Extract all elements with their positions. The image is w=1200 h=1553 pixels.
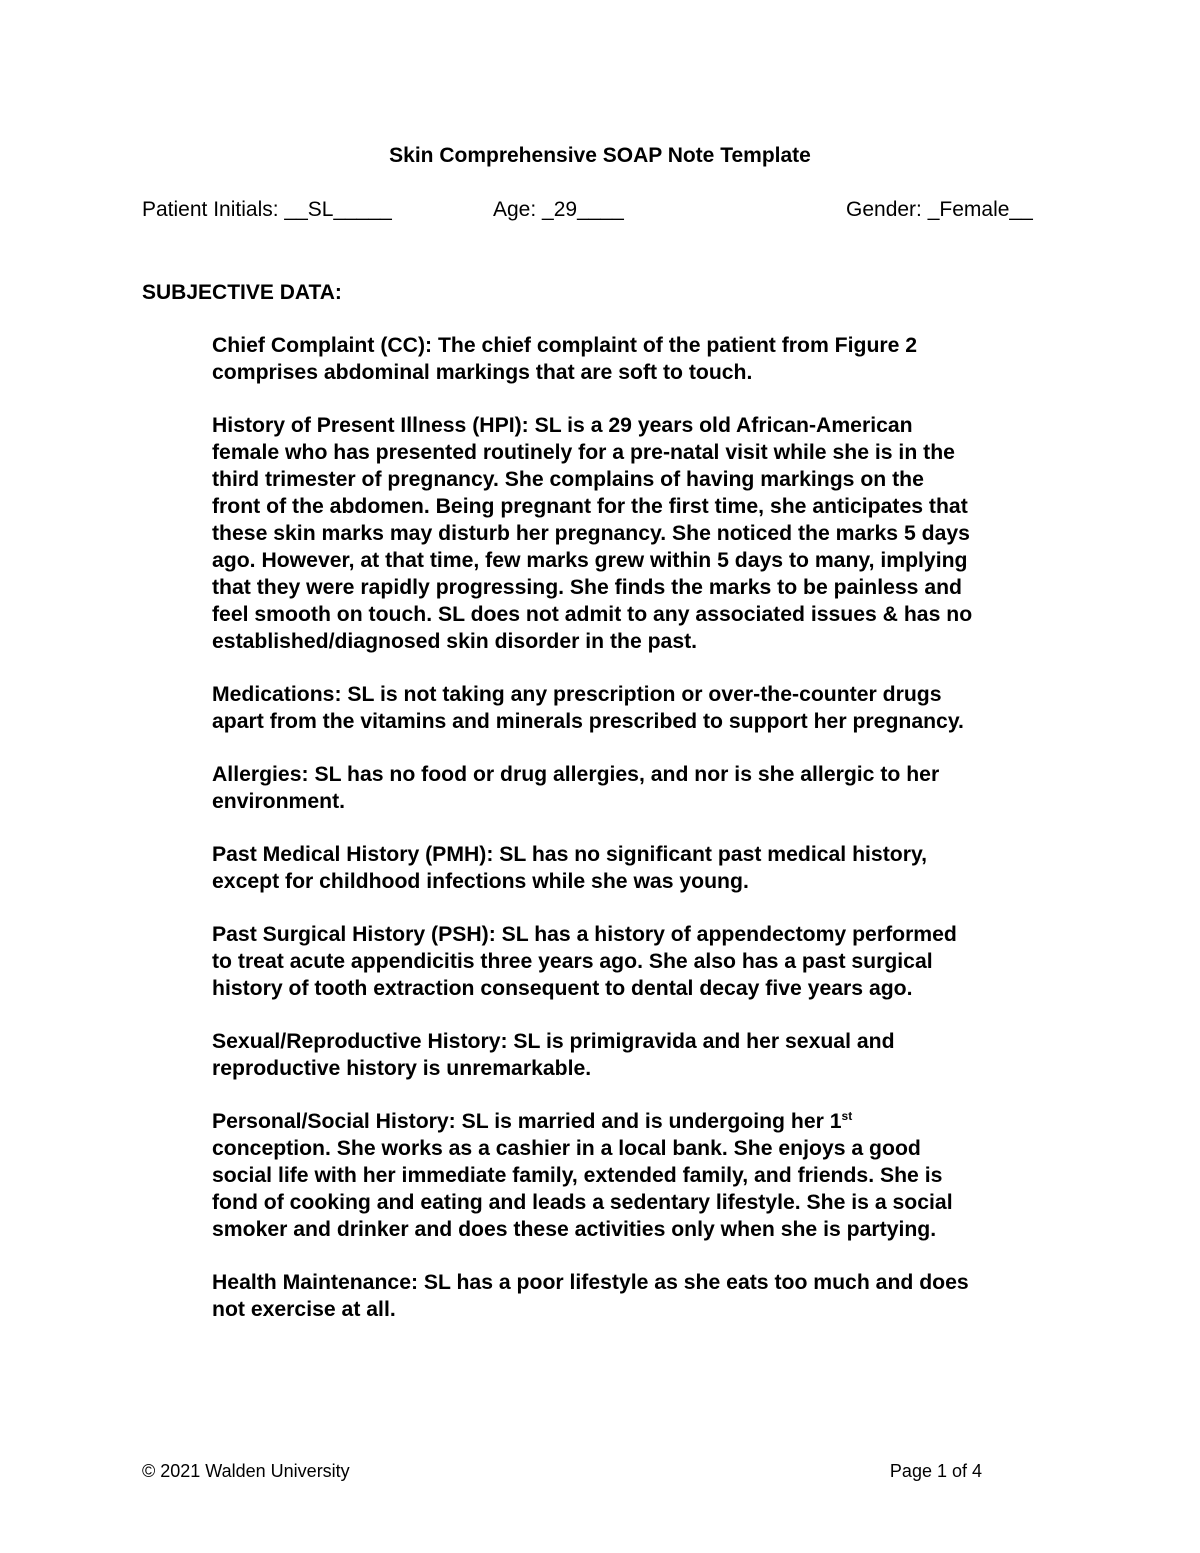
text-line: not exercise at all. [212, 1298, 396, 1321]
paragraph-medications [212, 681, 1062, 735]
text-line: feel smooth on touch. SL does not admit to any associated issues & has no [212, 603, 973, 626]
text-line: environment. [212, 790, 346, 813]
text-line: that they were rapidly progressing. She finds the marks to be painless and [212, 576, 962, 599]
paragraph-chief-complaint [212, 332, 1062, 386]
text-line: front of the abdomen. Being pregnant for the first time, she anticipates that [212, 495, 968, 518]
text-line: History of Present Illness (HPI): SL is a 29 years old African-American [212, 414, 913, 437]
text-line: Chief Complaint (CC): The chief complaint of the patient from Figure 2 [212, 334, 918, 357]
patient-age: Age: _29____ [493, 198, 624, 221]
text-line: conception. She works as a cashier in a local bank. She enjoys a good [212, 1137, 921, 1160]
text-line: Sexual/Reproductive History: SL is primigravida and her sexual and [212, 1030, 895, 1053]
patient-gender: Gender: _Female__ [846, 198, 1033, 221]
paragraph-allergies [212, 761, 1062, 815]
paragraph-personal-social [212, 1108, 1062, 1243]
text-line: female who has presented routinely for a pre-natal visit while she is in the [212, 441, 955, 464]
text-line: third trimester of pregnancy. She complains of having markings on the [212, 468, 924, 491]
text-line: Health Maintenance: SL has a poor lifestyle as she eats too much and does [212, 1271, 969, 1294]
text-line: to treat acute appendicitis three years ago. She also has a past surgical [212, 950, 933, 973]
text-line: Allergies: SL has no food or drug allergies, and nor is she allergic to her [212, 763, 940, 786]
text-line: Past Medical History (PMH): SL has no significant past medical history, [212, 843, 928, 866]
text-line: these skin marks may disturb her pregnancy. She noticed the marks 5 days [212, 522, 970, 545]
paragraph-pmh [212, 841, 1062, 895]
footer-page-number: Page 1 of 4 [889, 1461, 982, 1481]
text-line: smoker and drinker and does these activities only when she is partying. [212, 1218, 937, 1241]
patient-info-row [142, 196, 1058, 226]
social-first-line: Personal/Social History: SL is married and is undergoing her 1 [212, 1110, 842, 1133]
paragraph-health-maintenance [212, 1269, 1062, 1323]
text-line: fond of cooking and eating and leads a sedentary lifestyle. She is a social [212, 1191, 953, 1214]
text-line: Past Surgical History (PSH): SL has a history of appendectomy performed [212, 923, 957, 946]
text-line: apart from the vitamins and minerals prescribed to support her pregnancy. [212, 710, 964, 733]
paragraph-sexual-reproductive [212, 1028, 1062, 1082]
text-line: comprises abdominal markings that are soft to touch. [212, 361, 753, 384]
page-title: Skin Comprehensive SOAP Note Template [389, 144, 811, 167]
footer-copyright: © 2021 Walden University [142, 1461, 350, 1481]
subjective-body [212, 332, 1062, 1349]
text-line: reproductive history is unremarkable. [212, 1057, 592, 1080]
text-line: except for childhood infections while she was young. [212, 870, 749, 893]
page-footer [142, 1459, 982, 1485]
text-line: history of tooth extraction consequent to dental decay five years ago. [212, 977, 913, 1000]
patient-initials: Patient Initials: __SL_____ [142, 198, 392, 221]
paragraph-hpi [212, 412, 1062, 655]
text-line: social life with her immediate family, extended family, and friends. She is [212, 1164, 943, 1187]
text-line: ago. However, at that time, few marks grew within 5 days to many, implying [212, 549, 968, 572]
text-line: established/diagnosed skin disorder in the past. [212, 630, 698, 653]
text-line: Medications: SL is not taking any prescription or over-the-counter drugs [212, 683, 942, 706]
section-heading-subjective: SUBJECTIVE DATA: [142, 281, 342, 304]
ordinal-superscript: st [841, 1109, 853, 1123]
text-line [212, 1108, 1062, 1135]
paragraph-psh [212, 921, 1062, 1002]
